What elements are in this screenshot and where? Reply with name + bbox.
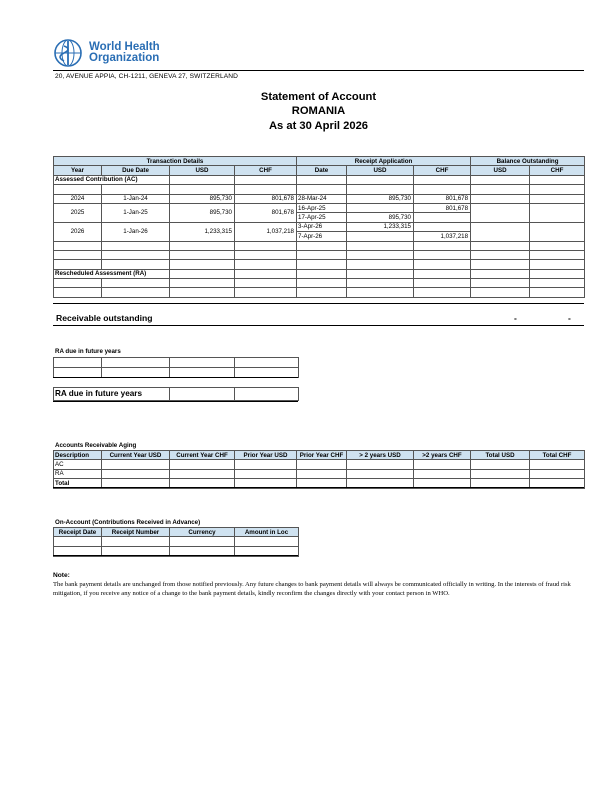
ra-future-table (53, 357, 299, 378)
section-ac-label: Assessed Contribution (AC) (54, 175, 170, 184)
aging-table (53, 450, 585, 489)
receivable-label: Receivable outstanding (56, 313, 153, 323)
receipt-date: 17-Apr-25 (297, 213, 347, 222)
receivable-chf: - (568, 313, 571, 323)
receipt-chf (414, 222, 471, 231)
rule (53, 401, 298, 402)
col-balance-usd: USD (471, 166, 530, 175)
row-chf: 801,678 (235, 203, 297, 222)
col-over-2-years-chf: >2 years CHF (414, 451, 471, 460)
ra-future-total-table (53, 387, 299, 401)
col-amount-in-loc: Amount in Loc (235, 528, 299, 537)
col-prior-year-usd: Prior Year USD (235, 451, 297, 460)
col-total-usd: Total USD (471, 451, 530, 460)
column-header-row (54, 166, 585, 175)
row-usd: 1,233,315 (170, 222, 235, 241)
col-year: Year (54, 166, 102, 175)
on-account-header-row (54, 528, 299, 537)
group-transaction-details: Transaction Details (54, 157, 297, 166)
col-due-date: Due Date (102, 166, 170, 175)
section-row-ra (54, 269, 585, 278)
rule (53, 555, 298, 556)
section-ra-label: Rescheduled Assessment (RA) (54, 269, 170, 278)
blank-row (54, 288, 585, 297)
section-row-ac (54, 175, 585, 184)
rule (53, 303, 584, 304)
blank-row (54, 358, 299, 368)
row-usd: 895,730 (170, 194, 235, 203)
blank-row (54, 185, 585, 194)
org-name: World Health Organization (89, 41, 160, 64)
aging-header-row (54, 451, 585, 460)
row-due-date: 1-Jan-26 (102, 222, 170, 241)
total-row (54, 388, 299, 401)
receipt-usd: 1,233,315 (347, 222, 414, 231)
group-header-row (54, 157, 585, 166)
rule (53, 377, 298, 378)
table-row (54, 194, 585, 203)
receivable-usd: - (514, 313, 517, 323)
blank-row (54, 368, 299, 378)
col-receipt-date: Date (297, 166, 347, 175)
receipt-chf (414, 213, 471, 222)
rule (53, 325, 584, 326)
receipt-usd: 895,730 (347, 194, 414, 203)
blank-row (54, 537, 299, 547)
col-balance-chf: CHF (530, 166, 585, 175)
receipt-date: 3-Apr-26 (297, 222, 347, 231)
col-receipt-chf: CHF (414, 166, 471, 175)
header-rule (53, 70, 584, 71)
on-account-table (53, 527, 299, 557)
col-currency: Currency (170, 528, 235, 537)
col-usd: USD (170, 166, 235, 175)
aging-title: Accounts Receivable Aging (55, 442, 137, 449)
aging-row-label: AC (54, 460, 102, 469)
row-chf: 1,037,218 (235, 222, 297, 241)
row-usd: 895,730 (170, 203, 235, 222)
col-description: Description (54, 451, 102, 460)
row-due-date: 1-Jan-25 (102, 203, 170, 222)
col-total-chf: Total CHF (530, 451, 585, 460)
col-receipt-usd: USD (347, 166, 414, 175)
group-receipt-application: Receipt Application (297, 157, 471, 166)
aging-row-label: Total (54, 479, 102, 488)
col-current-year-usd: Current Year USD (102, 451, 170, 460)
col-chf: CHF (235, 166, 297, 175)
row-year: 2024 (54, 194, 102, 203)
table-row (54, 203, 585, 212)
row-year: 2026 (54, 222, 102, 241)
receipt-chf: 801,678 (414, 194, 471, 203)
ra-future-heading: RA due in future years (55, 348, 121, 355)
statement-table (53, 156, 585, 298)
who-logo (53, 38, 163, 68)
ra-future-total-label: RA due in future years (54, 388, 170, 401)
col-receipt-number: Receipt Number (102, 528, 170, 537)
receipt-usd: 895,730 (347, 213, 414, 222)
receipt-chf: 801,678 (414, 203, 471, 212)
who-emblem-icon (53, 38, 83, 68)
row-year: 2025 (54, 203, 102, 222)
note-text: The bank payment details are unchanged from those notified previously. Any future changes to bank payment details will always be communicated officially in writing. In the interests of fraud risk mitigation, if you receive any notice of a change to the bank payment details, kindly reconfirm the changes directly with your contact person in WHO. (53, 581, 571, 598)
col-receipt-date: Receipt Date (54, 528, 102, 537)
col-over-2-years-usd: > 2 years USD (347, 451, 414, 460)
blank-row (54, 279, 585, 288)
address: 20, AVENUE APPIA, CH-1211, GENEVA 27, SWITZERLAND (55, 72, 238, 80)
title-line-1: Statement of Account (260, 91, 377, 103)
receipt-date: 16-Apr-25 (297, 203, 347, 212)
blank-row (54, 250, 585, 259)
aging-row-label: RA (54, 469, 102, 478)
table-row (54, 469, 585, 478)
title-country: ROMANIA (291, 105, 346, 118)
page-title (53, 90, 584, 133)
receipt-usd (347, 232, 414, 241)
note-label: Note: (53, 572, 70, 579)
receipt-chf: 1,037,218 (414, 232, 471, 241)
group-balance-outstanding: Balance Outstanding (471, 157, 585, 166)
rule (53, 487, 584, 488)
table-row (54, 460, 585, 469)
row-chf: 801,678 (235, 194, 297, 203)
blank-row (54, 241, 585, 250)
receipt-date: 7-Apr-26 (297, 232, 347, 241)
title-date: As at 30 April 2026 (268, 119, 369, 132)
receipt-date: 28-Mar-24 (297, 194, 347, 203)
table-row (54, 222, 585, 231)
blank-row (54, 260, 585, 269)
row-due-date: 1-Jan-24 (102, 194, 170, 203)
on-account-title: On-Account (Contributions Received in Advance) (55, 519, 201, 526)
col-current-year-chf: Current Year CHF (170, 451, 235, 460)
col-prior-year-chf: Prior Year CHF (297, 451, 347, 460)
receipt-usd (347, 203, 414, 212)
